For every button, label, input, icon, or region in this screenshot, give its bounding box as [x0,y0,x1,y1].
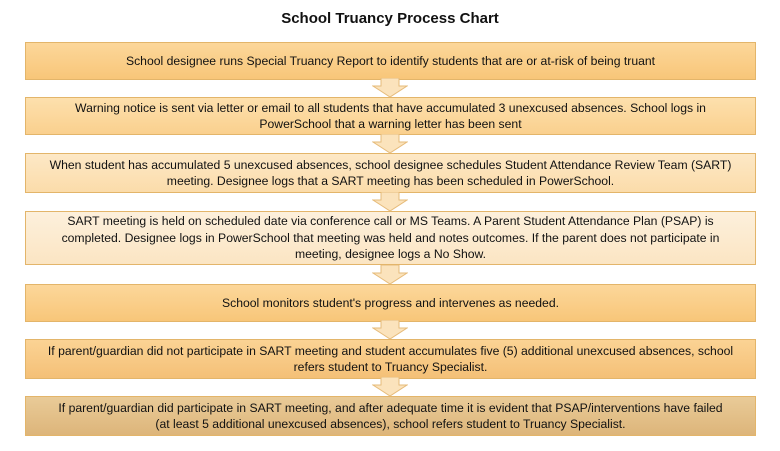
down-arrow-4 [372,265,408,285]
step-1-line-1: School designee runs Special Truancy Report to identify students that are or at-risk of being truant [125,53,656,68]
down-arrow-6 [372,377,408,397]
step-7-box [25,396,756,436]
step-3-box [25,153,756,193]
down-arrow-5 [372,320,408,340]
step-6-box [25,339,756,379]
step-7-line-1: If parent/guardian did participate in SART meeting, and after adequate time it is evident that PSAP/interventions have failed [58,400,723,415]
down-arrow-1 [372,78,408,98]
step-4-line-3: meeting, designee logs a No Show. [294,247,487,262]
chart-title: School Truancy Process Chart [281,10,499,27]
step-4-box [25,211,756,265]
step-2-line-1: Warning notice is sent via letter or email to all students that have accumulated 3 unexcused absences. School logs in [75,100,706,115]
step-6-line-1: If parent/guardian did not participate in SART meeting and student accumulates five (5) additional unexcused absences, school [47,343,734,358]
down-arrow-2 [372,134,408,154]
step-3-line-1: When student has accumulated 5 unexcused absences, school designee schedules Student Attendance Review Team (SART) [49,157,732,172]
step-4-line-2: completed. Designee logs in PowerSchool that meeting was held and notes outcomes. If the parent does not participate in [61,230,720,245]
down-arrow-3 [372,192,408,212]
step-1-box [25,42,756,80]
step-3-line-2: meeting. Designee logs that a SART meeting has been scheduled in PowerSchool. [166,174,615,188]
step-4-line-1: SART meeting is held on scheduled date via conference call or MS Teams. A Parent Student Attendance Plan (PSAP) is [67,214,714,229]
step-2-box [25,97,756,135]
step-5-box [25,284,756,322]
step-5-line-1: School monitors student's progress and intervenes as needed. [221,295,559,310]
step-6-line-2: refers student to Truancy Specialist. [293,360,488,374]
step-7-line-2: (at least 5 additional unexcused absences), school refers student to Truancy Specialist. [155,417,626,431]
step-2-line-2: PowerSchool that a warning letter has been sent [259,117,522,131]
